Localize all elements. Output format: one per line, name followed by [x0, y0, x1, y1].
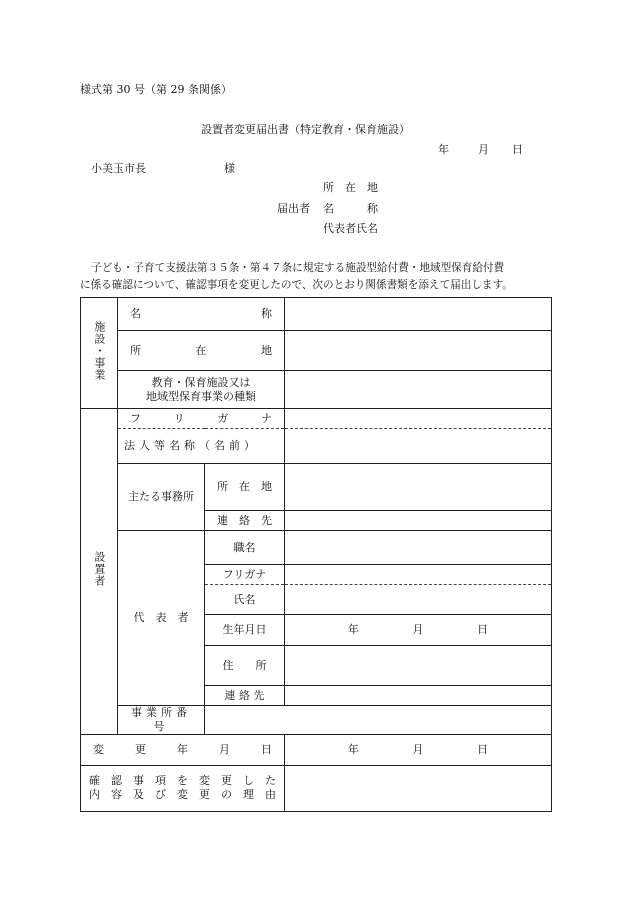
- applicant-address-label: 所 在 地: [323, 181, 378, 194]
- applicant-label: 届出者: [277, 202, 310, 215]
- rep-contact-label: 連 絡 先: [205, 686, 285, 706]
- applicant-rep-label: 代表者氏名: [323, 222, 378, 235]
- addressee-name: 小美玉市長: [91, 162, 146, 175]
- office-address-field[interactable]: [285, 464, 552, 511]
- office-address-label: 所 在 地: [205, 464, 285, 511]
- rep-furigana-field[interactable]: [285, 565, 552, 585]
- rep-furigana-label: フリガナ: [205, 565, 285, 585]
- corp-name-label: 法人等名称（名前）: [118, 429, 285, 464]
- facility-section-label: 施設・事業: [81, 298, 118, 409]
- reason-field[interactable]: [285, 765, 552, 811]
- rep-address-label: 住 所: [205, 646, 285, 686]
- rep-name-label: 氏名: [205, 585, 285, 615]
- representative-label: 代 表 者: [118, 531, 205, 706]
- office-number-field[interactable]: [205, 706, 552, 735]
- office-number-label: 事業所番号: [118, 706, 205, 735]
- facility-address-label: 所 在 地: [118, 331, 285, 371]
- rep-name-field[interactable]: [285, 585, 552, 615]
- date-month: 月: [478, 143, 489, 156]
- operator-section-label: 設置者: [81, 409, 118, 735]
- rep-title-field[interactable]: [285, 531, 552, 565]
- reason-label: 確認事項を変更した 内容及び変更の理由: [81, 765, 285, 811]
- facility-type-field[interactable]: [285, 371, 552, 409]
- rep-title-label: 職名: [205, 531, 285, 565]
- office-contact-field[interactable]: [285, 511, 552, 531]
- facility-type-label: 教育・保育施設又は 地域型保育事業の種類: [118, 371, 285, 409]
- form-title: 設置者変更届出書（特定教育・保育施設）: [201, 123, 410, 136]
- change-date-field[interactable]: 年 月 日: [285, 734, 552, 765]
- furigana-label: フ リ ガ ナ: [118, 409, 285, 429]
- change-date-label: 変 更 年 月 日: [81, 734, 285, 765]
- rep-address-field[interactable]: [285, 646, 552, 686]
- date-day: 日: [512, 143, 523, 156]
- rep-birth-field[interactable]: 年 月 日: [285, 615, 552, 646]
- body-text-line1: 子ども・子育て支援法第３５条・第４７条に規定する施設型給付費・地域型保育給付費: [91, 262, 505, 274]
- office-contact-label: 連 絡 先: [205, 511, 285, 531]
- main-office-label: 主たる事務所: [118, 464, 205, 531]
- corp-name-field[interactable]: [285, 429, 552, 464]
- furigana-field[interactable]: [285, 409, 552, 429]
- body-text-line2: に係る確認について、確認事項を変更したので、次のとおり関係書類を添えて届出します。: [80, 279, 513, 291]
- date-year: 年: [438, 143, 449, 156]
- rep-birth-label: 生年月日: [205, 615, 285, 646]
- applicant-name-label: 名 称: [323, 202, 378, 215]
- form-table: [80, 297, 552, 812]
- addressee-honorific: 様: [224, 162, 235, 175]
- facility-name-label: 名 称: [118, 298, 285, 331]
- facility-address-field[interactable]: [285, 331, 552, 371]
- form-number: 様式第 30 号（第 29 条関係）: [80, 83, 232, 96]
- facility-name-field[interactable]: [285, 298, 552, 331]
- rep-contact-field[interactable]: [285, 686, 552, 706]
